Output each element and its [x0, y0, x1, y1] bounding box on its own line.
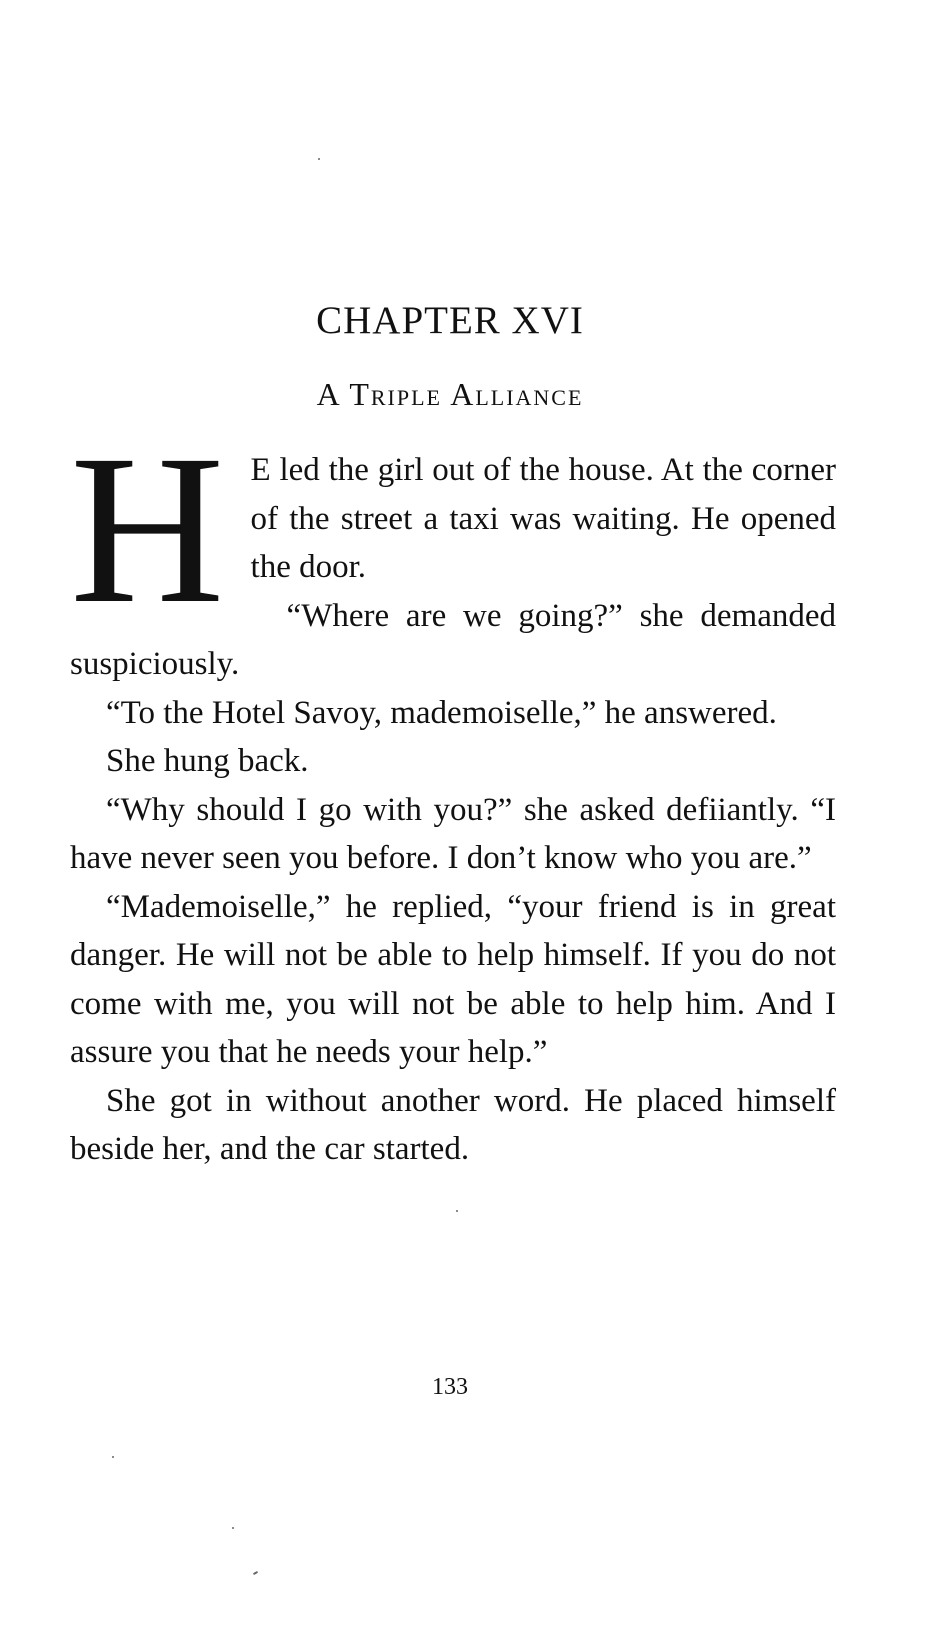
chapter-body	[70, 411, 836, 1174]
chapter-subtitle: A Triple Alliance	[316, 376, 584, 412]
paragraph: “To the Hotel Savoy, mademoiselle,” he answered.	[106, 694, 777, 731]
paragraph: She got in without another word. He placed himself beside her, and the car started.	[70, 1082, 836, 1167]
paragraph: She hung back.	[106, 743, 309, 779]
scan-speck	[253, 1571, 258, 1575]
scan-speck	[112, 1456, 114, 1458]
scan-speck	[456, 1210, 458, 1212]
chapter-title: CHAPTER XVI	[316, 299, 584, 342]
page-number: 133	[432, 1374, 468, 1400]
paragraph: “Why should I go with you?” she asked defiiantly. “I have never seen you before. I don’t know who you are.”	[70, 791, 836, 876]
scan-speck	[232, 1527, 234, 1529]
paragraph: “Where are we going?” she demanded suspiciously.	[70, 597, 836, 682]
paragraph: “Mademoiselle,” he replied, “your friend is in great danger. He will not be able to help himself. If you do not come with me, you will not be able to help him. And I assure you that he needs your help.”	[70, 888, 836, 1070]
paragraph-text: E led the girl out of the house. At the corner of the street a taxi was waiting. He opened the door.	[250, 452, 836, 585]
drop-cap: H	[70, 411, 225, 648]
scan-speck	[318, 158, 320, 160]
